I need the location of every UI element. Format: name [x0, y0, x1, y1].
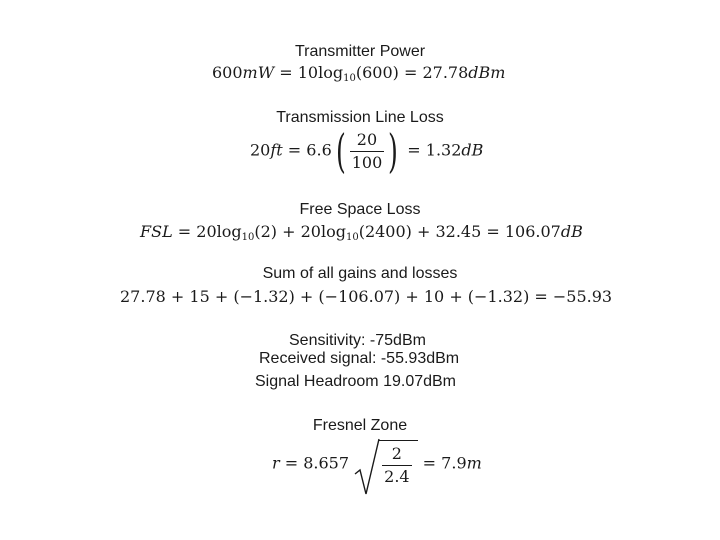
radical-sign-icon: [354, 438, 380, 496]
fresnel-zone-equation: r = 8.657 $\frac{2}{2.4}$ = 7.9m: [272, 440, 482, 488]
eq-lhs: r: [272, 453, 280, 473]
eq-term1: 20log: [196, 222, 242, 241]
eq-term2-base: 10: [345, 232, 359, 243]
free-space-loss-equation: FSL = $20\log_{10}(2) + 20\log_{10}(2400) + 32.45 = 106.07dB$: [140, 222, 583, 243]
square-root: [354, 440, 417, 488]
eq-result: 7.9: [441, 453, 467, 473]
fraction-denominator: 2.4: [384, 467, 410, 486]
fresnel-zone-title: Fresnel Zone: [312, 417, 408, 434]
eq-lhs: 600: [212, 63, 243, 82]
signal-headroom-line: Signal Headroom 19.07dBm: [255, 373, 457, 390]
fraction-numerator: 20: [356, 129, 378, 149]
eq-arg2: (2400): [358, 222, 412, 241]
sum-title: Sum of all gains and losses: [262, 265, 458, 282]
eq-coef: 6.6: [306, 140, 332, 160]
fraction: [378, 440, 417, 488]
eq-term1-base: 10: [241, 232, 255, 243]
eq-lhs-unit: ft: [270, 140, 283, 160]
eq-coef: 8.657: [303, 453, 350, 473]
eq-result: 27.78: [422, 63, 469, 82]
eq-lhs: 20: [250, 140, 271, 160]
eq-lhs: FSL: [140, 222, 173, 241]
eq-log: 10log: [297, 63, 344, 82]
eq-lhs-unit: mW: [242, 63, 275, 82]
eq-result-unit: m: [466, 453, 482, 473]
eq-result: 106.07: [504, 222, 561, 241]
fraction: [350, 129, 385, 174]
transmitter-power-title: Transmitter Power: [294, 43, 426, 60]
right-paren: ): [388, 124, 399, 178]
sum-equation: 27.78 + 15 + (−1.32) + (−106.07) + 10 + (−1.32) = −55.93: [120, 287, 613, 306]
eq-result-unit: dB: [461, 140, 484, 160]
transmission-line-loss-equation: 20ft = 6.6( $\frac{20}{100}$ ) = 1.32dB: [250, 124, 484, 178]
left-paren: (: [335, 124, 346, 178]
sensitivity-line: Sensitivity: -75dBm: [289, 332, 426, 349]
eq-arg: (600): [355, 63, 399, 82]
received-signal-line: Received signal: -55.93dBm: [259, 350, 460, 367]
eq-result: 1.32: [425, 140, 462, 160]
eq-log-base: 10: [343, 73, 356, 84]
transmission-line-loss-title: Transmission Line Loss: [276, 109, 444, 126]
fraction-numerator: 2: [391, 444, 402, 463]
eq-result-unit: dBm: [468, 63, 506, 82]
eq-arg1: (2): [254, 222, 278, 241]
transmitter-power-equation: $600mW = 10\log_{10}(600) = 27.78dBm$: [212, 63, 506, 84]
eq-term2: 20log: [300, 222, 346, 241]
eq-const: 32.45: [435, 222, 482, 241]
eq-result-unit: dB: [560, 222, 583, 241]
fraction-denominator: 100: [351, 152, 383, 172]
free-space-loss-title: Free Space Loss: [299, 201, 421, 218]
